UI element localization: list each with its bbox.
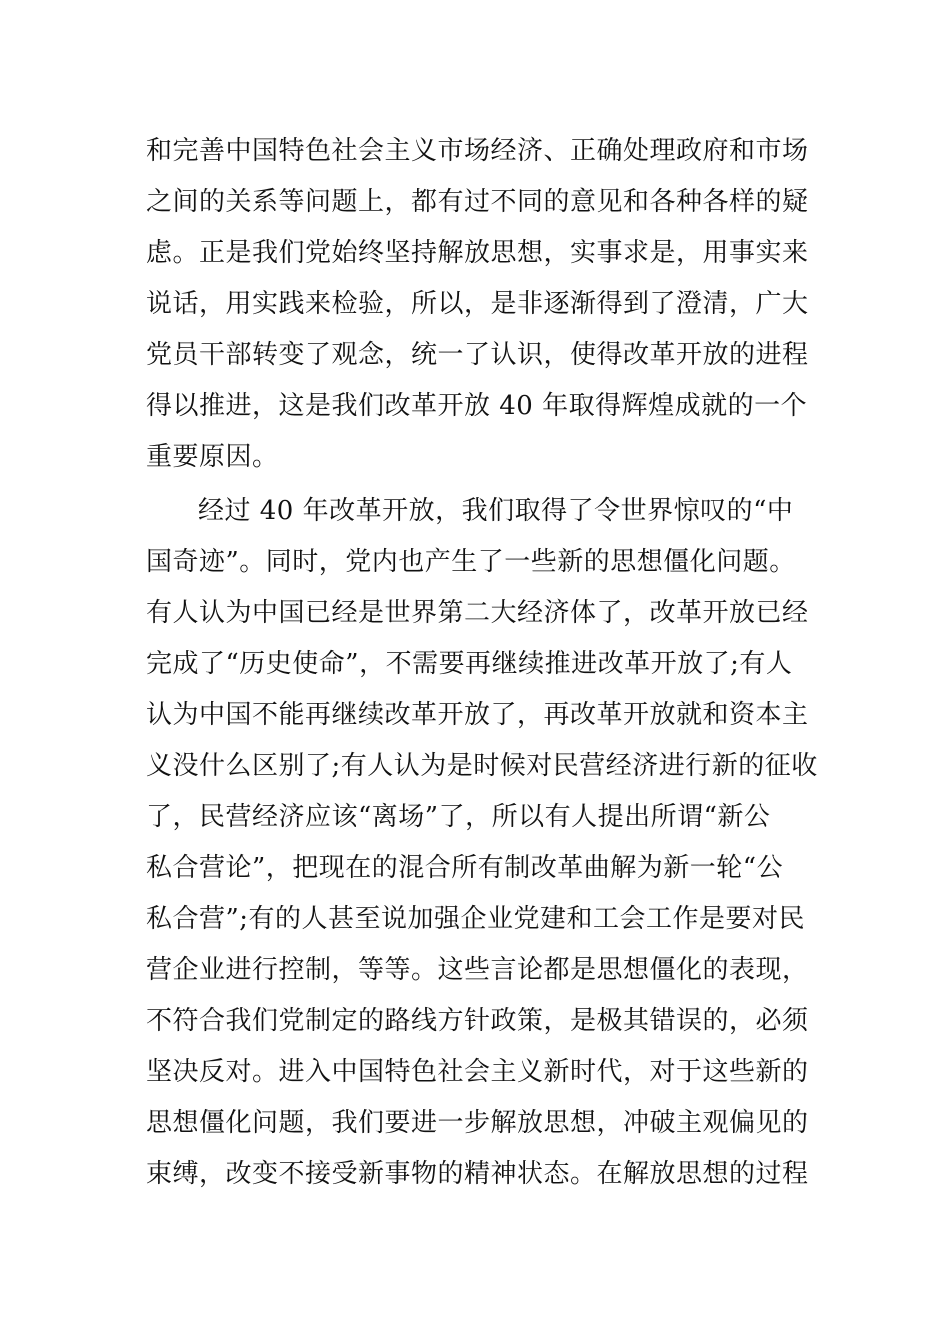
text-line: 有人认为中国已经是世界第二大经济体了，改革开放已经	[146, 598, 809, 628]
text-line: 完成了“历史使命”，不需要再继续推进改革开放了;有人	[146, 649, 793, 679]
text-line: 认为中国不能再继续改革开放了，再改革开放就和资本主	[146, 700, 809, 730]
text-line: 之间的关系等问题上，都有过不同的意见和各种各样的疑	[146, 187, 809, 217]
text-line: 坚决反对。进入中国特色社会主义新时代，对于这些新的	[146, 1057, 809, 1087]
text-line: 说话，用实践来检验，所以，是非逐渐得到了澄清，广大	[146, 289, 809, 319]
paragraph-1	[146, 126, 809, 483]
paragraph-2	[146, 486, 818, 1251]
text-line: 了，民营经济应该“离场”了，所以有人提出所谓“新公	[146, 802, 771, 832]
text-line: 国奇迹”。同时，党内也产生了一些新的思想僵化问题。	[146, 547, 796, 577]
text-line: 营企业进行控制，等等。这些言论都是思想僵化的表现，	[146, 955, 809, 985]
text-line: 私合营”;有的人甚至说加强企业党建和工会工作是要对民	[146, 904, 806, 934]
text-line	[146, 1200, 806, 1251]
text-line: 党员干部转变了观念，统一了认识，使得改革开放的进程	[146, 340, 809, 370]
text-line: 虑。正是我们党始终坚持解放思想，实事求是，用事实来	[146, 238, 809, 268]
text-line: 私合营论”，把现在的混合所有制改革曲解为新一轮“公	[146, 853, 784, 883]
text-line: 得以推进，这是我们改革开放 40 年取得辉煌成就的一个	[146, 391, 808, 421]
text-line: 不符合我们党制定的路线方针政策，是极其错误的，必须	[146, 1006, 809, 1036]
text-line: 和完善中国特色社会主义市场经济、正确处理政府和市场	[146, 136, 809, 166]
text-line: 经过 40 年改革开放，我们取得了令世界惊叹的“中	[198, 496, 794, 526]
text-line: 义没什么区别了;有人认为是时候对民营经济进行新的征收	[146, 751, 818, 781]
text-line: 束缚，改变不接受新事物的精神状态。在解放思想的过程	[146, 1159, 809, 1189]
text-line: 思想僵化问题，我们要进一步解放思想，冲破主观偏见的	[146, 1108, 809, 1138]
text-line: 重要原因。	[146, 442, 279, 472]
